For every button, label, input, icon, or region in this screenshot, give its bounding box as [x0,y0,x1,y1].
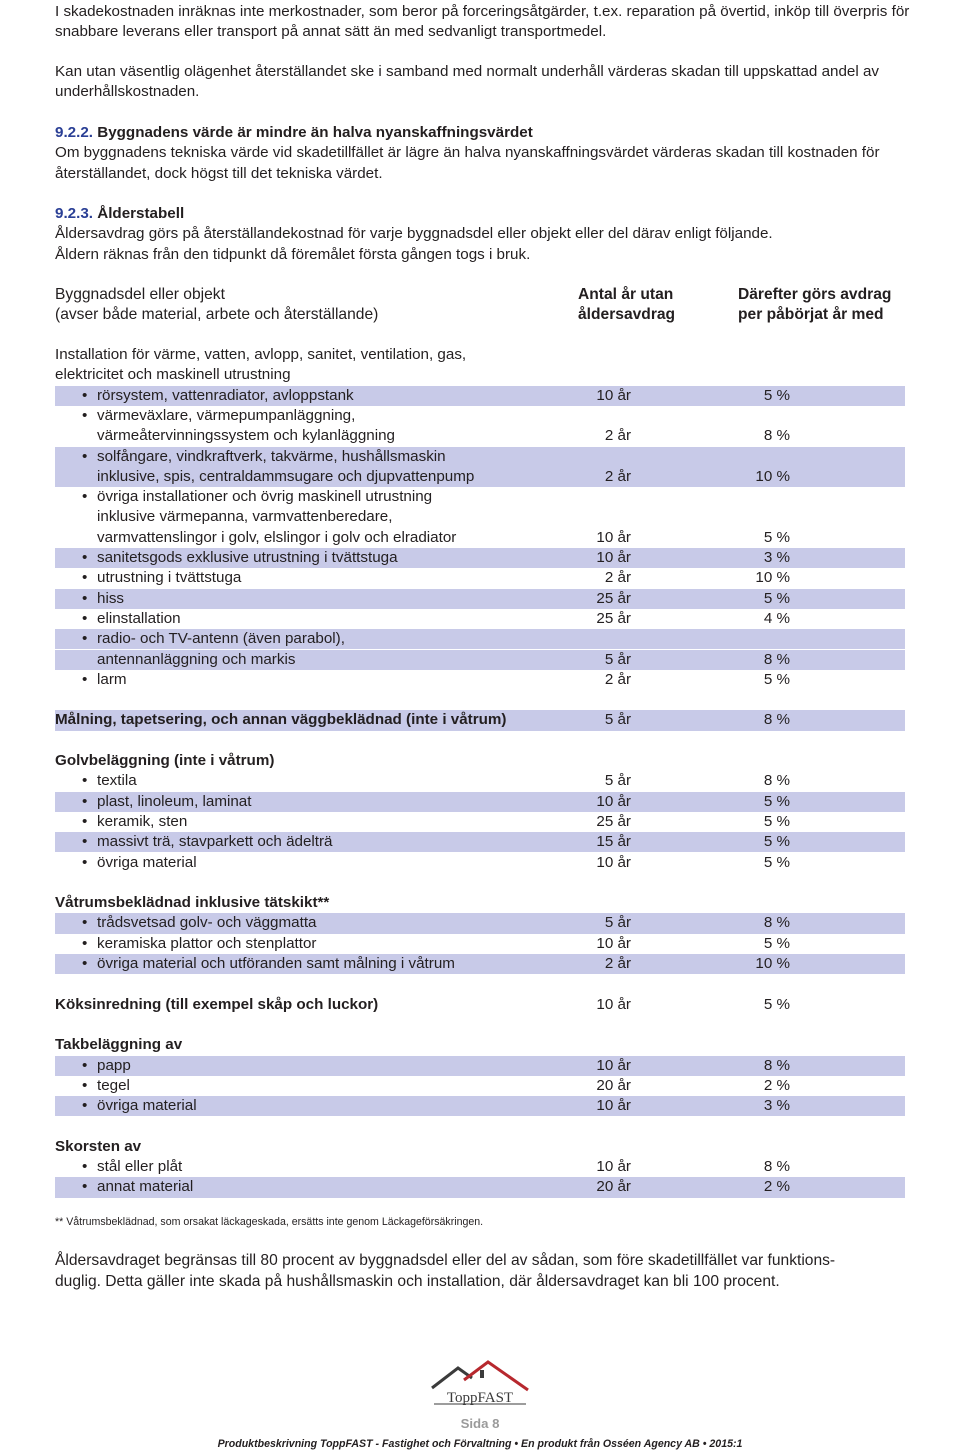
row-years: 5 år [604,711,631,729]
row-label: massivt trä, stavparkett och ädelträ [97,833,333,851]
intro-text-2: Kan utan väsentlig olägenhet återställandet ske i samband med normalt underhåll värderas skadan till uppskattad andel av underhållskostnaden. [55,63,880,101]
column-header-deduction [738,285,891,325]
column-header-years-line-1: Antal år utan [578,286,674,303]
row-percent: 5 % [763,589,790,607]
row-percent: 4 % [763,609,790,627]
table-row [55,365,905,385]
toppfast-logo [428,1360,532,1412]
bullet-icon: • [82,630,88,648]
table-row [55,771,905,791]
row-label: värmeväxlare, värmepumpanläggning, [97,406,356,424]
row-years: 2 år [604,955,631,972]
row-label: rörsystem, vattenradiator, avloppstank [97,386,354,404]
bullet-icon: • [82,549,88,566]
bullet-icon: • [82,853,88,871]
row-years: 10 år [596,792,631,810]
row-percent: 5 % [763,670,790,688]
row-percent: 8 % [763,772,790,790]
table-row [55,1137,905,1157]
row-label: Takbeläggning av [55,1036,183,1054]
row-label: värmeåtervinningssystem och kylanläggning [97,427,395,445]
row-label: Golvbeläggning (inte i våtrum) [55,752,275,769]
row-percent: 5 % [763,934,790,952]
row-label: övriga material [97,1097,197,1115]
page-number: Sida 8 [460,1416,500,1431]
row-label: tegel [97,1076,130,1094]
row-label: utrustning i tvättstuga [97,569,242,587]
table-row [55,487,905,507]
bullet-icon: • [82,833,88,851]
row-years: 15 år [596,833,631,851]
bullet-icon: • [82,670,88,688]
table-row [55,548,905,568]
table-row [55,913,905,933]
section-922 [55,123,925,184]
row-label: Installation för värme, vatten, avlopp, sanitet, ventilation, gas, [55,346,467,363]
row-percent: 10 % [755,467,790,485]
table-row [55,568,905,588]
row-percent: 5 % [763,853,790,871]
table-row [55,792,905,812]
table-row [55,528,905,548]
row-label: keramik, sten [97,812,188,830]
row-percent: 5 % [763,386,790,404]
row-years: 25 år [596,609,631,627]
bullet-icon: • [82,1178,88,1196]
row-label: Våtrumsbeklädnad inklusive tätskikt** [55,894,330,912]
column-header-years [578,285,675,325]
house-roof-icon [428,1360,532,1412]
row-years: 2 år [604,427,631,445]
row-percent: 8 % [763,1056,790,1074]
row-label: hiss [97,589,125,607]
row-label: inklusive värmepanna, varmvattenberedare, [97,508,393,526]
row-label: Målning, tapetsering, och annan väggbeklädnad (inte i våtrum) [55,711,507,729]
table-spacer-row [55,1116,905,1136]
table-row [55,650,905,670]
table-spacer-row [55,690,905,710]
bullet-icon: • [82,1056,88,1074]
row-label: larm [97,670,127,688]
row-years: 20 år [596,1178,631,1196]
column-header-object-line-1: Byggnadsdel eller objekt [55,286,225,303]
row-label: elinstallation [97,609,181,627]
section-923-line-2: Åldern räknas från den tidpunkt då föremålet första gången togs i bruk. [55,245,531,263]
table-row [55,426,905,446]
closing-paragraph [55,1251,915,1292]
section-923-title: Ålderstabell [97,205,185,222]
bullet-icon: • [82,955,88,972]
row-label: trådsvetsad golv- och väggmatta [97,914,317,932]
row-label: radio- och TV-antenn (även parabol), [97,630,345,648]
row-percent: 8 % [763,914,790,932]
row-label: övriga material [97,853,197,871]
bullet-icon: • [82,447,88,465]
table-row [55,1035,905,1055]
table-row [55,832,905,852]
row-label: Skorsten av [55,1137,142,1155]
bullet-icon: • [82,812,88,830]
table-row [55,1177,905,1197]
footnote: ** Våtrumsbeklädnad, som orsakat läckageskada, ersätts inte genom Läckageförsäkringen. [55,1216,484,1228]
table-row [55,670,905,690]
row-percent: 10 % [755,569,790,587]
table-row [55,609,905,629]
row-years: 5 år [604,772,631,790]
bullet-icon: • [82,1076,88,1094]
table-spacer-row [55,731,905,751]
table-row [55,751,905,771]
row-years: 25 år [596,812,631,830]
row-years: 5 år [604,914,631,932]
section-922-body: Om byggnadens tekniska värde vid skadetillfället är lägre än halva nyanskaffningsvärdet värderas skadan till kostnaden för återställandet, dock högst till det tekniska värdet. [55,144,880,182]
row-label: keramiska plattor och stenplattor [97,934,317,952]
row-label: antennanläggning och markis [97,650,296,668]
row-years: 10 år [596,1097,631,1115]
row-years: 20 år [596,1076,631,1094]
table-row [55,812,905,832]
intro-text-1: I skadekostnaden inräknas inte merkostnader, som beror på forceringsåtgärder, t.ex. reparation på övertid, inköp till överpris för snabbare leverans eller transport på annat sätt än med sedvanligt transportmedel. [55,3,910,41]
intro-paragraph-1 [55,2,925,43]
logo-text: ToppFAST [446,1390,514,1406]
table-row [55,447,905,467]
row-percent: 5 % [763,792,790,810]
row-years: 10 år [596,386,631,404]
row-percent: 2 % [763,1178,790,1196]
table-row [55,934,905,954]
table-row [55,893,905,913]
table-row [55,406,905,426]
row-percent: 8 % [763,427,790,445]
row-years: 2 år [604,467,631,485]
row-label: papp [97,1056,131,1074]
column-header-deduction-line-2: per påbörjat år med [738,306,884,324]
row-percent: 5 % [763,812,790,830]
table-row [55,589,905,609]
bullet-icon: • [82,488,88,506]
bullet-icon: • [82,792,88,810]
row-label: sanitetsgods exklusive utrustning i tvättstuga [97,549,398,566]
row-years: 10 år [596,1056,631,1074]
row-label: varmvattenslingor i golv, elslingor i golv och elradiator [97,528,457,546]
bullet-icon: • [82,386,88,404]
section-923 [55,204,925,265]
row-label: solfångare, vindkraftverk, takvärme, hushållsmaskin [97,447,446,465]
table-row [55,386,905,406]
bullet-icon: • [82,589,88,607]
bullet-icon: • [82,406,88,424]
section-923-line-1: Åldersavdrag görs på återställandekostnad för varje byggnadsdel eller objekt eller del därav enligt följande. [55,225,773,243]
bullet-icon: • [82,934,88,952]
closing-line-2: duglig. Detta gäller inte skada på hushållsmaskin och installation, där åldersavdraget kan bli 100 procent. [55,1272,780,1290]
row-years: 2 år [604,569,631,587]
table-row [55,1076,905,1096]
row-percent: 8 % [763,1158,790,1175]
column-header-years-line-2: åldersavdrag [578,306,676,324]
row-label: plast, linoleum, laminat [97,792,252,810]
row-label: textila [97,772,137,790]
row-percent: 3 % [763,1097,790,1115]
table-row [55,710,905,730]
table-row [55,467,905,487]
row-percent: 5 % [763,528,790,546]
column-header-object [55,285,378,325]
table-spacer-row [55,974,905,994]
row-label: Köksinredning (till exempel skåp och luckor) [55,995,379,1013]
row-years: 10 år [596,853,631,871]
closing-line-1: Åldersavdraget begränsas till 80 procent av byggnadsdel eller del av sådan, som före skadetillfället var funktions- [55,1252,836,1269]
row-percent: 3 % [763,549,790,566]
table-row [55,1157,905,1177]
row-percent: 5 % [763,995,790,1013]
section-922-title: Byggnadens värde är mindre än halva nyanskaffningsvärdet [97,124,533,141]
bullet-icon: • [82,569,88,587]
row-percent: 10 % [755,955,790,972]
table-row [55,1096,905,1116]
row-percent: 8 % [763,650,790,668]
row-label: stål eller plåt [97,1158,183,1175]
row-label: annat material [97,1178,194,1196]
row-label: elektricitet och maskinell utrustning [55,366,291,384]
row-years: 10 år [596,995,631,1013]
table-row [55,629,905,649]
row-label: övriga material och utföranden samt målning i våtrum [97,955,455,972]
row-years: 10 år [596,549,631,566]
section-922-number: 9.2.2. [55,124,93,141]
bullet-icon: • [82,914,88,932]
table-row [55,853,905,873]
row-years: 10 år [596,934,631,952]
table-row [55,954,905,974]
column-header-object-line-2: (avser både material, arbete och återställande) [55,306,379,324]
column-header-deduction-line-1: Därefter görs avdrag [738,286,892,303]
bullet-icon: • [82,609,88,627]
row-years: 5 år [604,650,631,668]
row-label: inklusive, spis, centraldammsugare och djupvattenpump [97,467,475,485]
table-row [55,1056,905,1076]
row-years: 25 år [596,589,631,607]
bullet-icon: • [82,1158,88,1175]
intro-paragraph-2 [55,62,925,103]
page-footer: Produktbeskrivning ToppFAST - Fastighet och Förvaltning • En produkt från Osséen Agency AB • 2015:1 [217,1438,743,1450]
bullet-icon: • [82,1097,88,1115]
row-percent: 5 % [763,833,790,851]
row-label: övriga installationer och övrig maskinell utrustning [97,488,433,506]
bullet-icon: • [82,772,88,790]
section-923-number: 9.2.3. [55,205,93,222]
row-percent: 8 % [763,711,790,729]
table-spacer-row [55,873,905,893]
table-row [55,507,905,527]
row-years: 2 år [604,670,631,688]
row-percent: 2 % [763,1076,790,1094]
table-row [55,995,905,1015]
table-spacer-row [55,1015,905,1035]
table-row [55,345,905,365]
row-years: 10 år [596,528,631,546]
row-years: 10 år [596,1158,631,1175]
